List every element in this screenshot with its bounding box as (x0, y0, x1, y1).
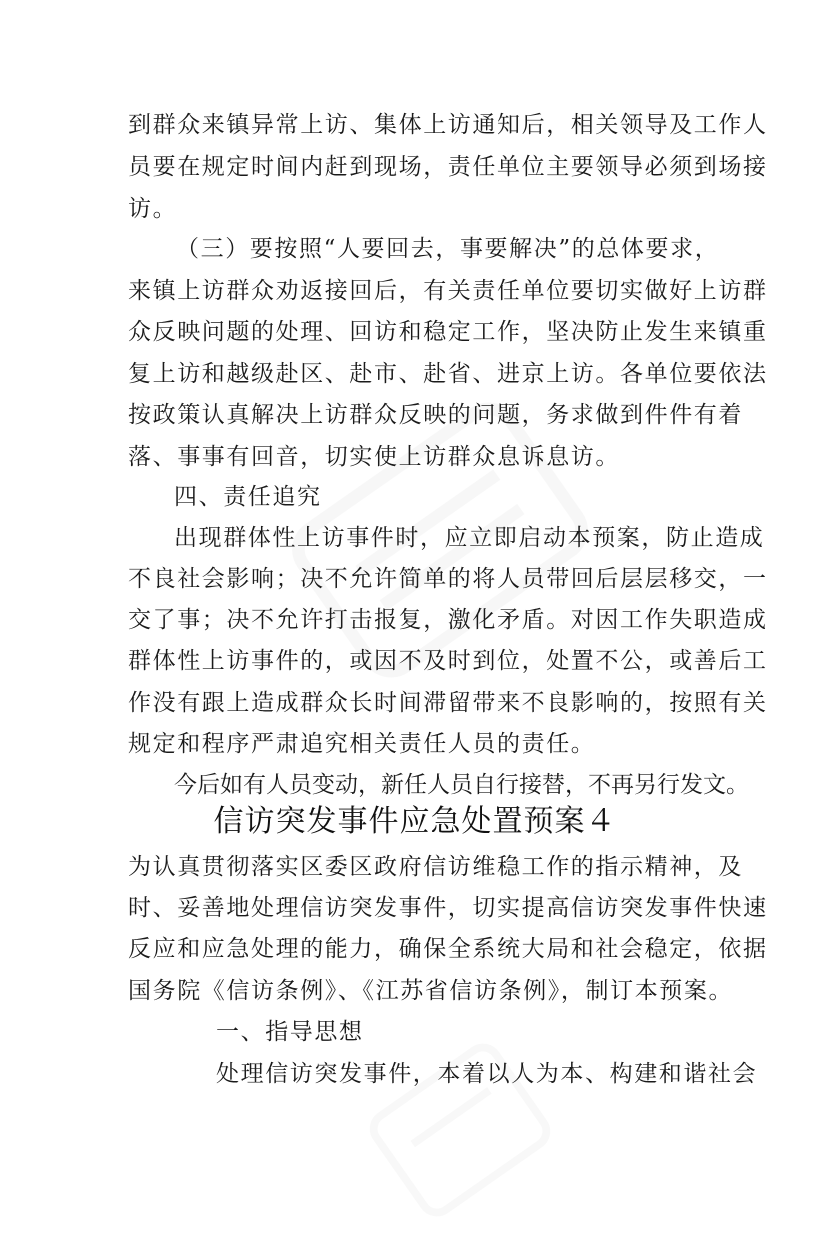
body-line-16: 规定和程序严肃追究相关责任人员的责任。 (128, 731, 596, 757)
section-heading-guiding-thought: 一、指导思想 (216, 1019, 364, 1045)
body-line-1: 到群众来镇异常上访、集体上访通知后，相关领导及工作人 (128, 112, 768, 138)
body2-line-4: 国务院《信访条例》、《江苏省信访条例》，制订本预案。 (128, 978, 734, 1004)
section-heading-responsibility: 四、责任追究 (174, 484, 322, 510)
body-line-2: 员要在规定时间内赶到现场，责任单位主要领导必须到场接 (128, 154, 768, 180)
body-line-17: 今后如有人员变动，新任人员自行接替，不再另行发文。 (174, 772, 749, 798)
body-line-12: 不良社会影响；决不允许简单的将人员带回后层层移交，一 (128, 566, 768, 592)
body-line-4: （三）要按照“人要回去，事要解决”的总体要求， (176, 236, 720, 262)
body-line-8: 按政策认真解决上访群众反映的问题，务求做到件件有着 (128, 402, 743, 428)
body-line-6: 众反映问题的处理、回访和稳定工作，坚决防止发生来镇重 (128, 319, 768, 345)
body-line-9: 落、事事有回音，切实使上访群众息诉息访。 (128, 444, 620, 470)
body2-line-3: 反应和应急处理的能力，确保全系统大局和社会稳定，依据 (128, 936, 768, 962)
body-line-3: 访。 (128, 196, 178, 222)
body2-line-6: 处理信访突发事件，本着以人为本、构建和谐社会 (216, 1061, 758, 1087)
body-line-14: 群体性上访事件的，或因不及时到位，处置不公，或善后工 (128, 648, 768, 674)
body-line-15: 作没有跟上造成群众长时间滞留带来不良影响的，按照有关 (128, 690, 768, 716)
body-line-13: 交了事；决不允许打击报复，激化矛盾。对因工作失职造成 (128, 607, 768, 633)
body2-line-2: 时、妥善地处理信访突发事件，切实提高信访突发事件快速 (128, 895, 768, 921)
body-line-11: 出现群体性上访事件时，应立即启动本预案，防止造成 (174, 525, 765, 551)
body2-line-1: 为认真贯彻落实区委区政府信访维稳工作的指示精神，及 (128, 854, 743, 880)
document-title: 信访突发事件应急处置预案４ (213, 804, 617, 839)
body-line-5: 来镇上访群众劝返接回后，有关责任单位要切实做好上访群 (128, 278, 768, 304)
body-line-7: 复上访和越级赴区、赴市、赴省、进京上访。各单位要依法 (128, 361, 768, 387)
